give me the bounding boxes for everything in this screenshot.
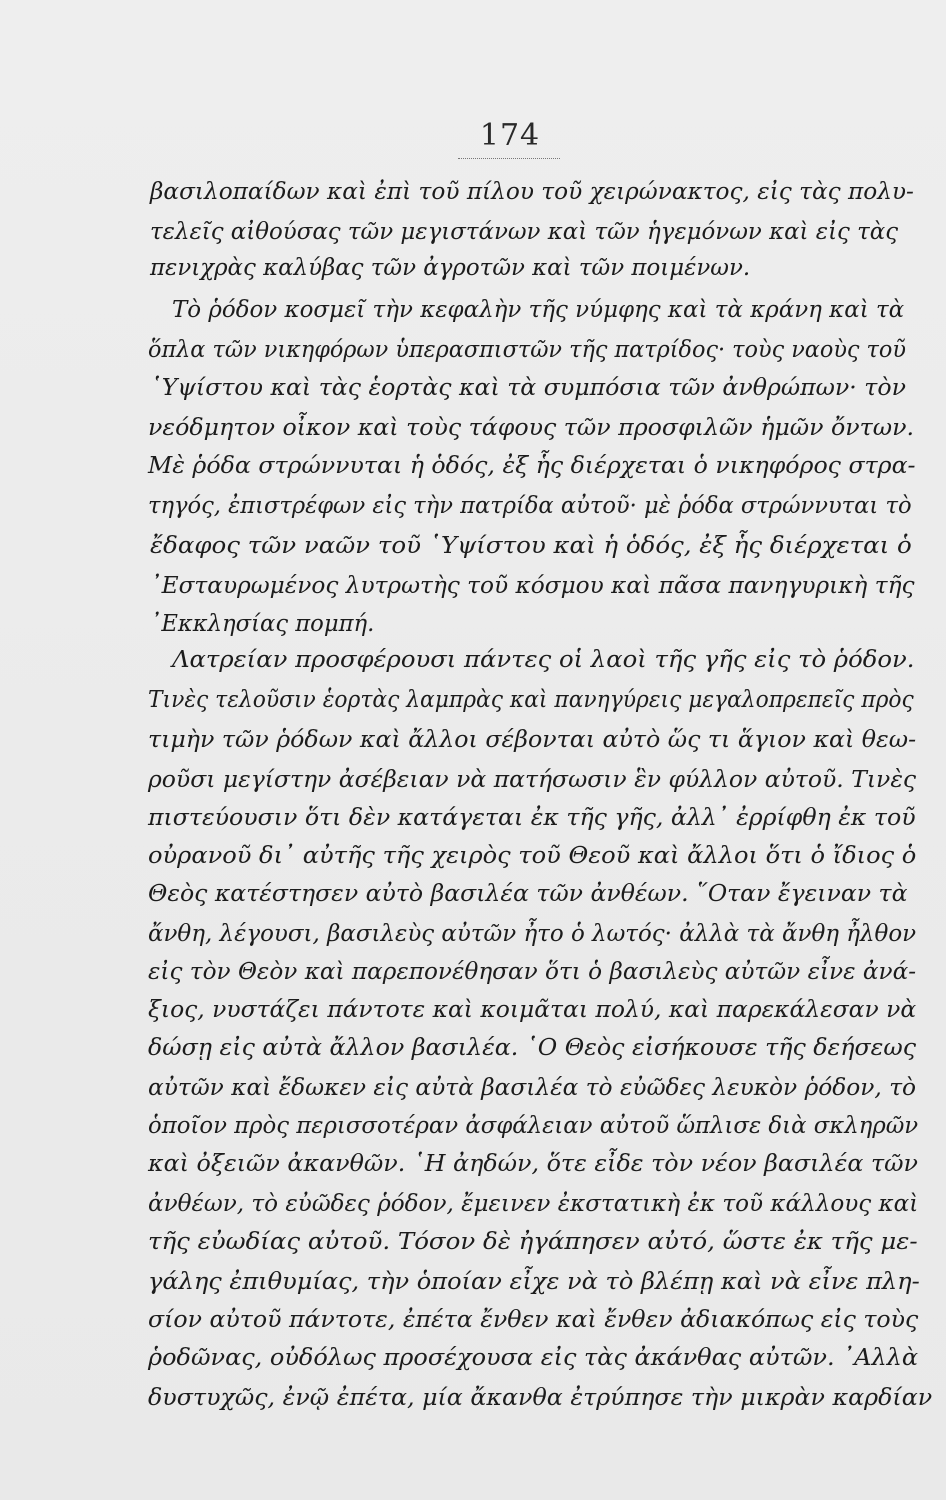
text-line: ἔδαφος τῶν ναῶν τοῦ ῾Υψίστου καὶ ἡ ὁδός, ἐξ ἧς διέρχεται ὁ bbox=[150, 531, 912, 559]
text-line: τῆς εὐωδίας αὐτοῦ. Τόσον δὲ ἠγάπησεν αὐτό, ὥστε ἐκ τῆς με- bbox=[148, 1227, 918, 1255]
text-line: ροῦσι μεγίστην ἀσέβειαν νὰ πατήσωσιν ἓν φύλλον αὐτοῦ. Τινὲς bbox=[148, 765, 917, 793]
text-line: γάλης ἐπιθυμίας, τὴν ὁποίαν εἶχε νὰ τὸ βλέπῃ καὶ νὰ εἶνε πλη- bbox=[148, 1267, 920, 1295]
text-line: νεόδμητον οἶκον καὶ τοὺς τάφους τῶν προσφιλῶν ἡμῶν ὄντων. bbox=[148, 413, 915, 441]
text-line: ᾿Εκκλησίας πομπή. bbox=[150, 609, 375, 637]
text-line: ῾Υψίστου καὶ τὰς ἑορτὰς καὶ τὰ συμπόσια τῶν ἀνθρώπων· τὸν bbox=[150, 373, 906, 401]
text-line: δυστυχῶς, ἐνῷ ἐπέτα, μία ἄκανθα ἐτρύπησε τὴν μικρὰν καρδίαν bbox=[148, 1383, 933, 1411]
text-line: ᾿Εσταυρωμένος λυτρωτὴς τοῦ κόσμου καὶ πᾶσα πανηγυρικὴ τῆς bbox=[150, 571, 915, 599]
text-line: εἰς τὸν Θεὸν καὶ παρεπονέθησαν ὅτι ὁ βασιλεὺς αὐτῶν εἶνε ἀνά- bbox=[148, 957, 917, 985]
text-line: σίον αὐτοῦ πάντοτε, ἐπέτα ἔνθεν καὶ ἔνθεν ἀδιακόπως εἰς τοὺς bbox=[148, 1305, 919, 1333]
text-line: πιστεύουσιν ὅτι δὲν κατάγεται ἐκ τῆς γῆς, ἀλλ᾿ ἐρρίφθη ἐκ τοῦ bbox=[148, 803, 916, 831]
text-line: ἄνθη, λέγουσι, βασιλεὺς αὐτῶν ἦτο ὁ λωτός· ἀλλὰ τὰ ἄνθη ἦλθον bbox=[148, 919, 917, 947]
text-line: οὐρανοῦ δι᾿ αὐτῆς τῆς χειρὸς τοῦ Θεοῦ καὶ ἄλλοι ὅτι ὁ ἴδιος ὁ bbox=[148, 841, 917, 869]
text-line: καὶ ὀξειῶν ἀκανθῶν. ῾Η ἀηδών, ὅτε εἶδε τὸν νέον βασιλέα τῶν bbox=[148, 1149, 918, 1177]
text-line: Λατρείαν προσφέρουσι πάντες οἱ λαοὶ τῆς γῆς εἰς τὸ ῥόδον. bbox=[172, 645, 915, 673]
text-line: Θεὸς κατέστησεν αὐτὸ βασιλέα τῶν ἀνθέων. ῞Οταν ἔγειναν τὰ bbox=[148, 879, 908, 907]
page-number: 174 bbox=[479, 118, 541, 153]
text-line: Τινὲς τελοῦσιν ἑορτὰς λαμπρὰς καὶ πανηγύρεις μεγαλοπρεπεῖς πρὸς bbox=[148, 685, 914, 713]
text-line: τηγός, ἐπιστρέφων εἰς τὴν πατρίδα αὐτοῦ· μὲ ῥόδα στρώννυται τὸ bbox=[148, 491, 912, 519]
text-line: ὅπλα τῶν νικηφόρων ὑπερασπιστῶν τῆς πατρίδος· τοὺς ναοὺς τοῦ bbox=[148, 335, 906, 363]
text-line: τελεῖς αἰθούσας τῶν μεγιστάνων καὶ τῶν ἡγεμόνων καὶ εἰς τὰς bbox=[150, 217, 899, 245]
text-line: δώσῃ εἰς αὐτὰ ἄλλον βασιλέα. ῾Ο Θεὸς εἰσήκουσε τῆς δεήσεως bbox=[148, 1033, 917, 1061]
page-number-rule bbox=[458, 158, 560, 159]
text-line: Τὸ ῥόδον κοσμεῖ τὴν κεφαλὴν τῆς νύμφης καὶ τὰ κράνη καὶ τὰ bbox=[172, 295, 905, 323]
text-line: ἀνθέων, τὸ εὐῶδες ῥόδον, ἔμεινεν ἐκστατικὴ ἐκ τοῦ κάλλους καὶ bbox=[148, 1189, 919, 1217]
text-line: βασιλοπαίδων καὶ ἐπὶ τοῦ πίλου τοῦ χειρώνακτος, εἰς τὰς πολυ- bbox=[150, 177, 914, 205]
text-line: τιμὴν τῶν ῥόδων καὶ ἄλλοι σέβονται αὐτὸ ὥς τι ἅγιον καὶ θεω- bbox=[148, 725, 917, 753]
text-line: Μὲ ῥόδα στρώννυται ἡ ὁδός, ἐξ ἧς διέρχεται ὁ νικηφόρος στρα- bbox=[148, 451, 916, 479]
text-line: ὁποῖον πρὸς περισσοτέραν ἀσφάλειαν αὐτοῦ ὥπλισε διὰ σκληρῶν bbox=[148, 1111, 919, 1139]
text-line: πενιχρὰς καλύβας τῶν ἀγροτῶν καὶ τῶν ποιμένων. bbox=[150, 253, 751, 281]
text-line: ξιος, νυστάζει πάντοτε καὶ κοιμᾶται πολύ, καὶ παρεκάλεσαν νὰ bbox=[148, 995, 917, 1023]
text-line: ῥοδῶνας, οὐδόλως προσέχουσα εἰς τὰς ἀκάνθας αὐτῶν. ᾿Αλλὰ bbox=[148, 1343, 919, 1371]
text-line: αὐτῶν καὶ ἔδωκεν εἰς αὐτὰ βασιλέα τὸ εὐῶδες λευκὸν ῥόδον, τὸ bbox=[148, 1073, 917, 1101]
